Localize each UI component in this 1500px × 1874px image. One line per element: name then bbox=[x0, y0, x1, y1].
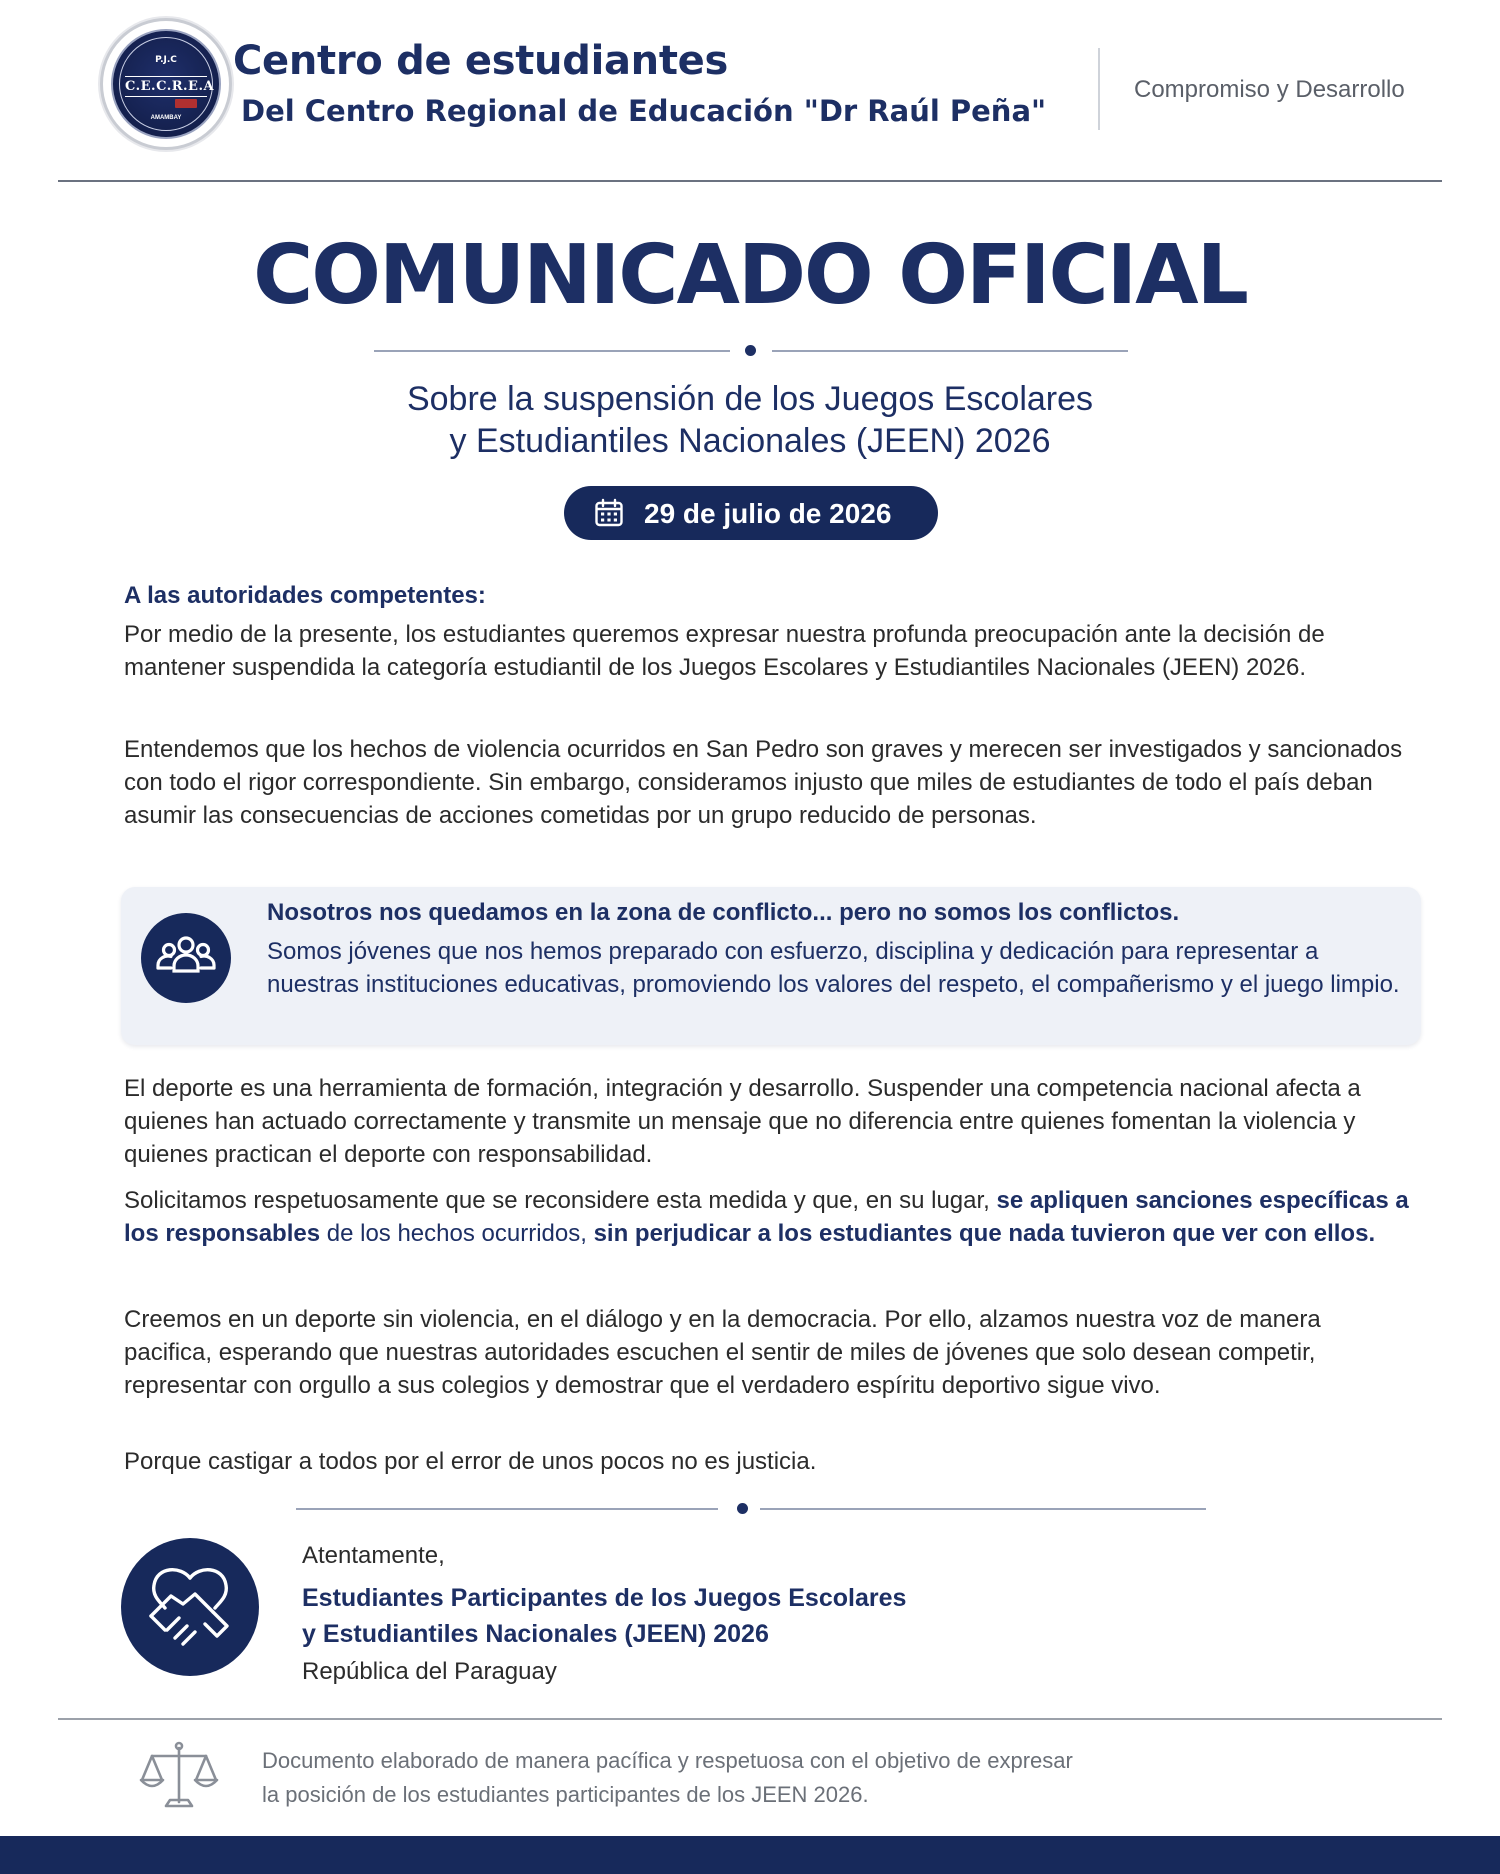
paragraph-6: Porque castigar a todos por el error de unos pocos no es justicia. bbox=[124, 1448, 817, 1475]
paragraph-3: El deporte es una herramienta de formación, integración y desarrollo. Suspender una competencia nacional afecta a quienes han actuado correctamente y transmite un mensaje que no diferencia entre quienes fomentan la violencia y quienes practican el deporte con responsabilidad. bbox=[124, 1075, 1361, 1168]
header-title: Centro de estudiantes bbox=[233, 38, 729, 84]
footer-note-line1: Documento elaborado de manera pacífica y respetuosa con el objetivo de expresar bbox=[262, 1748, 1073, 1773]
paragraph-5: Creemos en un deporte sin violencia, en el diálogo y en la democracia. Por ello, alzamos nuestra voz de manera pacifica, esperando que nuestras autoridades escuchen el sentir de miles de jóvenes que solo desean competir, representar con orgullo a sus colegios y demostrar que el verdadero espíritu deportivo sigue vivo. bbox=[124, 1306, 1321, 1399]
group-people-icon bbox=[141, 913, 231, 1003]
ornament-line-left bbox=[296, 1508, 718, 1510]
scale-icon bbox=[138, 1740, 220, 1812]
paragraph-4-part-a: Solicitamos respetuosamente que se reconsidere esta medida y que, en su lugar, bbox=[124, 1187, 997, 1214]
ornament-dot bbox=[737, 1503, 748, 1514]
title-ornament-divider bbox=[374, 345, 1128, 357]
footer-bar bbox=[0, 1836, 1500, 1874]
header-tagline: Compromiso y Desarrollo bbox=[1134, 76, 1405, 103]
handshake-heart-icon bbox=[121, 1538, 259, 1676]
document-subtitle-line1: Sobre la suspensión de los Juegos Escolares bbox=[406, 380, 1094, 418]
paragraph-4-part-e: . bbox=[1368, 1220, 1376, 1247]
footer-note-line2: la posición de los estudiantes participantes de los JEEN 2026. bbox=[262, 1782, 869, 1807]
logo-top-text: P.J.C bbox=[155, 55, 177, 65]
paragraph-4-highlight-2: sin perjudicar a los estudiantes que nada tuvieron que ver con ellos bbox=[593, 1220, 1369, 1247]
logo-mid-text: C.E.C.R.E.A bbox=[125, 76, 207, 97]
ornament-line-right bbox=[760, 1508, 1206, 1510]
callout-box bbox=[121, 887, 1421, 1045]
callout-title: Nosotros nos quedamos en la zona de conflicto... pero no somos los conflictos. bbox=[267, 899, 1180, 926]
bottom-rule bbox=[58, 1718, 1442, 1720]
ornament-dot bbox=[745, 345, 756, 356]
date-badge bbox=[564, 486, 938, 540]
ornament-line-left bbox=[374, 350, 730, 352]
footer-note bbox=[262, 1744, 1073, 1812]
paragraph-4 bbox=[124, 1184, 1414, 1250]
signature-country: República del Paraguay bbox=[302, 1658, 557, 1685]
signature-organization bbox=[302, 1580, 906, 1652]
document-subtitle-line2: y Estudiantiles Nacionales (JEEN) 2026 bbox=[449, 422, 1051, 460]
document-title: COMUNICADO OFICIAL bbox=[253, 228, 1247, 323]
cecrea-seal-icon bbox=[100, 18, 232, 150]
handshake-heart-svg bbox=[121, 1538, 259, 1676]
header-divider bbox=[1098, 48, 1100, 130]
logo-inner bbox=[111, 29, 221, 139]
paragraph-4-highlight-1: se apliquen sanciones específicas a los responsables bbox=[124, 1187, 1409, 1247]
top-rule bbox=[58, 180, 1442, 182]
signature-regards: Atentamente, bbox=[302, 1542, 445, 1569]
group-people-svg bbox=[141, 913, 231, 1003]
logo-bottom-text: AMAMBAY bbox=[150, 115, 182, 121]
header-subtitle: Del Centro Regional de Educación "Dr Raúl Peña" bbox=[241, 94, 1047, 128]
signature-org-line1: Estudiantes Participantes de los Juegos Escolares bbox=[302, 1584, 907, 1612]
salutation: A las autoridades competentes: bbox=[124, 582, 486, 609]
signature-org-line2: y Estudiantiles Nacionales (JEEN) 2026 bbox=[302, 1620, 769, 1648]
date-text: 29 de julio de 2026 bbox=[644, 498, 892, 529]
paragraph-4-part-c: de los hechos ocurridos, bbox=[320, 1220, 594, 1247]
paragraph-1: Por medio de la presente, los estudiantes queremos expresar nuestra profunda preocupación ante la decisión de mantener suspendida la categoría estudiantil de los Juegos Escolares y Estudiantiles Nacionales (JEEN) 2026. bbox=[124, 621, 1325, 681]
ornament-line-right bbox=[772, 350, 1128, 352]
paragraph-2: Entendemos que los hechos de violencia ocurridos en San Pedro son graves y merecen ser investigados y sancionados con todo el rigor correspondiente. Sin embargo, consideramos injusto que miles de estudiantes de todo el país deban asumir las consecuencias de acciones cometidas por un grupo reducido de personas. bbox=[124, 736, 1403, 829]
logo-book-icon bbox=[175, 99, 197, 108]
calendar-icon bbox=[594, 498, 624, 528]
header bbox=[0, 0, 1500, 180]
signature-ornament-divider bbox=[296, 1503, 1206, 1515]
callout-text: Somos jóvenes que nos hemos preparado con esfuerzo, disciplina y dedicación para representar a nuestras instituciones educativas, promoviendo los valores del respeto, el compañerismo y el juego limpio. bbox=[267, 938, 1400, 998]
